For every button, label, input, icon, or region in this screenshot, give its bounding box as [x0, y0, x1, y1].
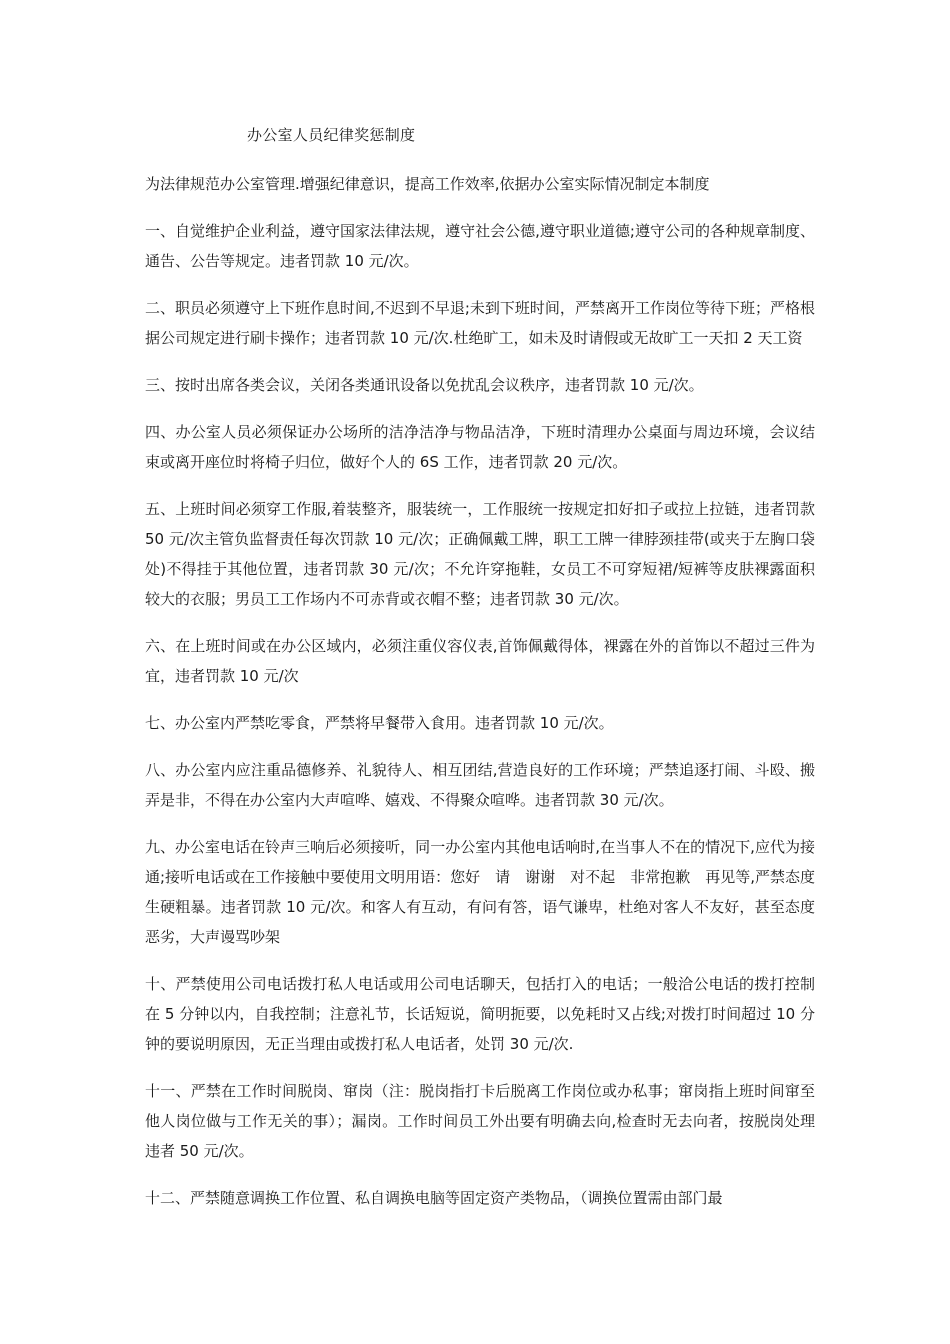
rule-8-paragraph: 八、办公室内应注重品德修养、礼貌待人、相互团结,营造良好的工作环境；严禁追逐打闹、斗殴、搬弄是非，不得在办公室内大声喧哗、嬉戏、不得聚众喧哗。违者罚款 30 元/次。 — [145, 761, 815, 809]
rule-2-paragraph: 二、职员必须遵守上下班作息时间,不迟到不早退;未到下班时间，严禁离开工作岗位等待下班；严格根据公司规定进行刷卡操作；违者罚款 10 元/次.杜绝旷工，如未及时请假或无故旷工一天扣 2 天工资 — [145, 299, 815, 347]
intro-paragraph: 为法律规范办公室管理.增强纪律意识，提高工作效率,依据办公室实际情况制定本制度 — [145, 175, 710, 193]
document-body — [145, 169, 831, 1230]
rule-10-paragraph: 十、严禁使用公司电话拨打私人电话或用公司电话聊天，包括打入的电话；一般洽公电话的拨打控制在 5 分钟以内，自我控制；注意礼节，长话短说，简明扼要，以免耗时又占线;对拨打时间超过 10 分钟的要说明原因，无正当理由或拨打私人电话者，处罚 30 元/次. — [145, 975, 815, 1053]
rule-5-paragraph: 五、上班时间必须穿工作服,着装整齐，服装统一，工作服统一按规定扣好扣子或拉上拉链，违者罚款 50 元/次主管负监督责任每次罚款 10 元/次；正确佩戴工牌，职工工牌一律脖颈挂带(或夹于左胸口袋处)不得挂于其他位置，违者罚款 30 元/次；不允许穿拖鞋，女员工不可穿短裙/短裤等皮肤裸露面积较大的衣服；男员工工作场内不可赤背或衣帽不整；违者罚款 30 元/次。 — [145, 500, 815, 608]
rule-4-paragraph: 四、办公室人员必须保证办公场所的洁净洁净与物品洁净，下班时清理办公桌面与周边环境，会议结束或离开座位时将椅子归位，做好个人的 6S 工作，违者罚款 20 元/次。 — [145, 423, 815, 471]
rule-11-paragraph: 十一、严禁在工作时间脱岗、窜岗（注：脱岗指打卡后脱离工作岗位或办私事；窜岗指上班时间窜至他人岗位做与工作无关的事）；漏岗。工作时间员工外出要有明确去向,检查时无去向者，按脱岗处理 违者 50 元/次。 — [145, 1082, 831, 1160]
rule-7-paragraph: 七、办公室内严禁吃零食，严禁将早餐带入食用。违者罚款 10 元/次。 — [145, 714, 614, 732]
rule-12-paragraph: 十二、严禁随意调换工作位置、私自调换电脑等固定资产类物品，（调换位置需由部门最 — [145, 1189, 723, 1207]
document-title: 办公室人员纪律奖惩制度 — [247, 126, 416, 144]
rule-6-paragraph: 六、在上班时间或在办公区域内，必须注重仪容仪表,首饰佩戴得体，裸露在外的首饰以不超过三件为宜，违者罚款 10 元/次 — [145, 637, 815, 685]
rule-3-paragraph: 三、按时出席各类会议，关闭各类通讯设备以免扰乱会议秩序，违者罚款 10 元/次。 — [145, 376, 704, 394]
rule-1-paragraph: 一、自觉维护企业利益，遵守国家法律法规，遵守社会公德,遵守职业道德;遵守公司的各种规章制度、通告、公告等规定。违者罚款 10 元/次。 — [145, 222, 815, 270]
rule-9-paragraph: 九、办公室电话在铃声三响后必须接听，同一办公室内其他电话响时,在当事人不在的情况下,应代为接通;接听电话或在工作接触中要使用文明用语：您好 请 谢谢 对不起 非常抱歉 再见等,严禁态度生硬粗暴。违者罚款 10 元/次。和客人有互动，有问有答，语气谦卑，杜绝对客人不友好，甚至态度恶劣，大声谩骂吵架 — [145, 838, 815, 946]
